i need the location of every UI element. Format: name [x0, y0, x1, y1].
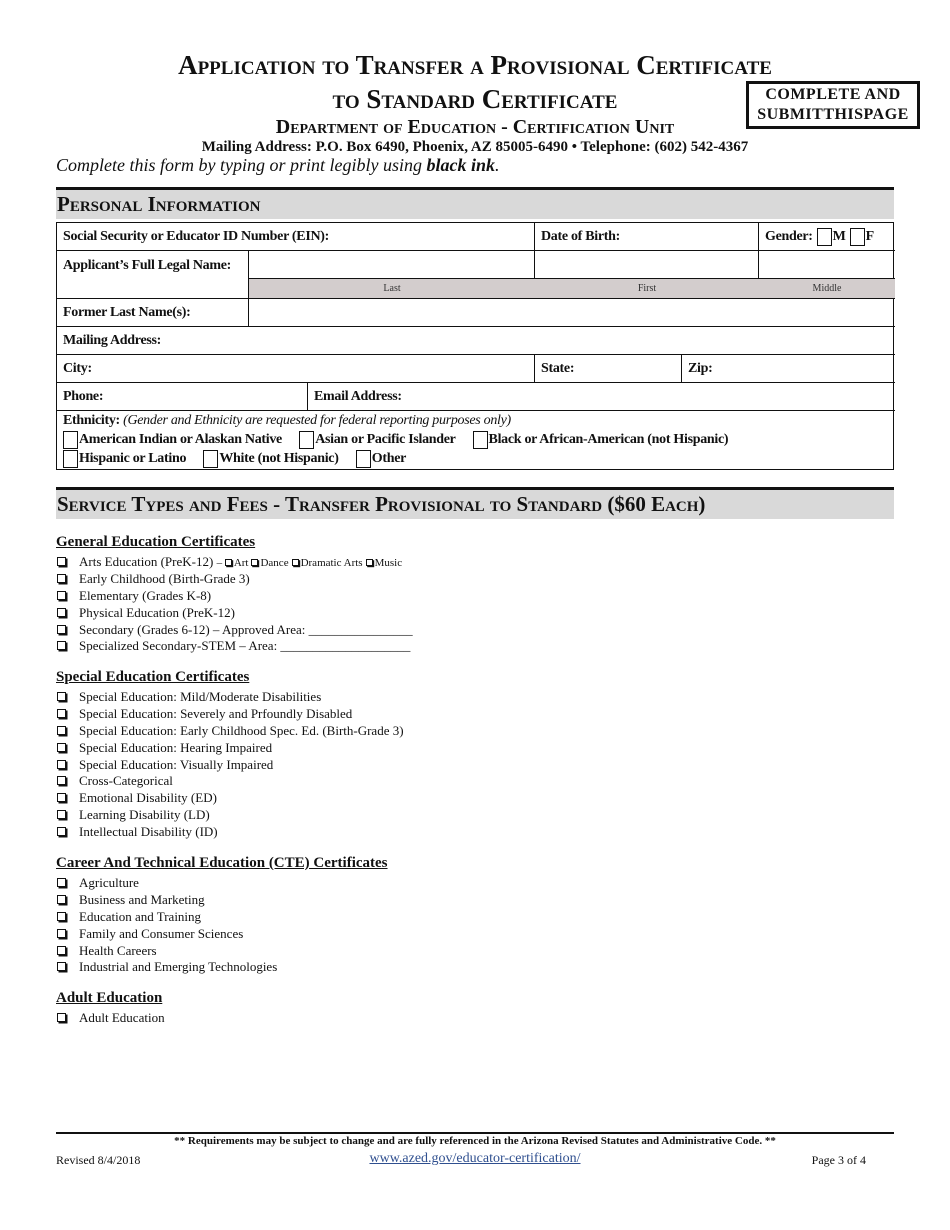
- form-title-line2: to Standard Certificate: [332, 84, 618, 114]
- list-item[interactable]: Elementary (Grades K-8): [56, 588, 413, 605]
- list-item[interactable]: Early Childhood (Birth-Grade 3): [56, 571, 413, 588]
- last-sublabel: Last: [249, 279, 535, 299]
- checkbox-icon[interactable]: [57, 591, 66, 600]
- service-types-header: Service Types and Fees - Transfer Provisional to Standard ($60 Each): [56, 487, 894, 519]
- list-item[interactable]: Special Education: Hearing Impaired: [56, 740, 404, 757]
- first-name-input[interactable]: [535, 251, 759, 279]
- submit-stamp: COMPLETE AND SUBMITTHISPAGE: [746, 81, 920, 129]
- checkbox-icon[interactable]: [57, 574, 66, 583]
- list-item[interactable]: Education and Training: [56, 909, 277, 926]
- checkbox-icon[interactable]: [57, 912, 66, 921]
- arts-education-checkbox[interactable]: [57, 557, 66, 566]
- first-sublabel: First: [535, 279, 759, 299]
- gender-f-checkbox[interactable]: [850, 228, 865, 246]
- checkbox-icon[interactable]: [57, 793, 66, 802]
- ethnicity-row-1: American Indian or Alaskan Native Asian or Pacific Islander Black or African-American (not Hispanic): [63, 431, 728, 449]
- list-item[interactable]: Emotional Disability (ED): [56, 790, 404, 807]
- form-title: Application to Transfer a Provisional Certificate: [178, 50, 772, 80]
- checkbox-icon[interactable]: [57, 827, 66, 836]
- checkbox-icon[interactable]: [57, 895, 66, 904]
- list-item[interactable]: Special Education: Severely and Prfoundly Disabled: [56, 706, 404, 723]
- revised-date: Revised 8/4/2018: [56, 1153, 141, 1167]
- footer-link-wrap: [0, 1151, 950, 1167]
- ethnicity-label: Ethnicity: (Gender and Ethnicity are requested for federal reporting purposes only): [63, 413, 511, 428]
- checkbox-icon[interactable]: [57, 929, 66, 938]
- checkbox-icon[interactable]: [57, 726, 66, 735]
- special-education-heading: Special Education Certificates: [56, 669, 250, 685]
- checkbox-icon[interactable]: [57, 709, 66, 718]
- middle-name-input[interactable]: [759, 251, 895, 279]
- list-item[interactable]: Secondary (Grades 6-12) – Approved Area: ________________: [56, 622, 413, 639]
- legal-name-label: Applicant’s Full Legal Name:: [57, 251, 249, 299]
- list-item[interactable]: Health Careers: [56, 943, 277, 960]
- eth-checkbox-hispanic[interactable]: [63, 450, 78, 468]
- list-item[interactable]: Special Education: Early Childhood Spec. Ed. (Birth-Grade 3): [56, 723, 404, 740]
- page-number: Page 3 of 4: [811, 1153, 866, 1167]
- eth-checkbox-white[interactable]: [203, 450, 218, 468]
- phone-field[interactable]: Phone:: [57, 383, 308, 411]
- instructions: Complete this form by typing or print legibly using black ink.: [56, 155, 500, 175]
- footer-link[interactable]: www.azed.gov/educator-certification/: [369, 1151, 581, 1166]
- list-item[interactable]: Cross-Categorical: [56, 773, 404, 790]
- checkbox-icon[interactable]: [57, 776, 66, 785]
- list-item[interactable]: Adult Education: [56, 1010, 165, 1027]
- eth-checkbox-black[interactable]: [473, 431, 488, 449]
- list-item[interactable]: Learning Disability (LD): [56, 807, 404, 824]
- middle-sublabel: Middle: [759, 279, 895, 299]
- list-item[interactable]: Specialized Secondary-STEM – Area: ____________________: [56, 638, 413, 655]
- checkbox-icon[interactable]: [57, 608, 66, 617]
- last-name-input[interactable]: [249, 251, 535, 279]
- checkbox-icon[interactable]: [57, 641, 66, 650]
- mailing-address-field[interactable]: Mailing Address:: [57, 327, 895, 355]
- general-education-heading: General Education Certificates: [56, 534, 256, 550]
- checkbox-icon[interactable]: [57, 743, 66, 752]
- gender-field: Gender: M F: [759, 223, 895, 251]
- footer-divider: [56, 1132, 894, 1134]
- department-name: Department of Education - Certification Unit: [275, 116, 675, 138]
- list-item[interactable]: Industrial and Emerging Technologies: [56, 959, 277, 976]
- mailing-info: Mailing Address: P.O. Box 6490, Phoenix, AZ 85005-6490 • Telephone: (602) 542-4367: [201, 139, 749, 155]
- art-checkbox[interactable]: [225, 559, 232, 566]
- dramatic-arts-checkbox[interactable]: [292, 559, 299, 566]
- adult-education-list: [56, 1010, 165, 1027]
- checkbox-icon[interactable]: [57, 946, 66, 955]
- checkbox-icon[interactable]: [57, 878, 66, 887]
- former-name-input[interactable]: [249, 299, 895, 327]
- eth-checkbox-other[interactable]: [356, 450, 371, 468]
- email-field[interactable]: Email Address:: [308, 383, 895, 411]
- state-field[interactable]: State:: [535, 355, 682, 383]
- special-education-list: [56, 689, 404, 841]
- list-item[interactable]: Physical Education (PreK-12): [56, 605, 413, 622]
- list-item[interactable]: Agriculture: [56, 875, 277, 892]
- city-field[interactable]: City:: [57, 355, 535, 383]
- personal-info-grid: [56, 222, 894, 470]
- checkbox-icon[interactable]: [57, 1013, 66, 1022]
- eth-checkbox-american-indian[interactable]: [63, 431, 78, 449]
- adult-education-heading: Adult Education: [56, 990, 163, 1006]
- former-name-label: Former Last Name(s):: [57, 299, 249, 327]
- list-item[interactable]: Special Education: Mild/Moderate Disabilities: [56, 689, 404, 706]
- list-item[interactable]: Family and Consumer Sciences: [56, 926, 277, 943]
- checkbox-icon[interactable]: [57, 760, 66, 769]
- music-checkbox[interactable]: [366, 559, 373, 566]
- list-item: Arts Education (PreK-12) – Art Dance Dramatic Arts Music: [56, 554, 413, 571]
- checkbox-icon[interactable]: [57, 962, 66, 971]
- ssn-field[interactable]: Social Security or Educator ID Number (EIN):: [57, 223, 535, 251]
- checkbox-icon[interactable]: [57, 625, 66, 634]
- dance-checkbox[interactable]: [251, 559, 258, 566]
- personal-info-header: Personal Information: [56, 187, 894, 219]
- dob-field[interactable]: Date of Birth:: [535, 223, 759, 251]
- list-item[interactable]: Intellectual Disability (ID): [56, 824, 404, 841]
- list-item[interactable]: Special Education: Visually Impaired: [56, 757, 404, 774]
- list-item[interactable]: Business and Marketing: [56, 892, 277, 909]
- general-education-list: [56, 554, 413, 655]
- checkbox-icon[interactable]: [57, 692, 66, 701]
- cte-heading: Career And Technical Education (CTE) Certificates: [56, 855, 388, 871]
- eth-checkbox-asian[interactable]: [299, 431, 314, 449]
- zip-field[interactable]: Zip:: [682, 355, 895, 383]
- checkbox-icon[interactable]: [57, 810, 66, 819]
- ethnicity-row-2: Hispanic or Latino White (not Hispanic) Other: [63, 450, 406, 468]
- footer-requirements: ** Requirements may be subject to change and are fully referenced in the Arizona Revised Statutes and Administrative Code. **: [174, 1135, 776, 1147]
- cte-list: [56, 875, 277, 976]
- gender-m-checkbox[interactable]: [817, 228, 832, 246]
